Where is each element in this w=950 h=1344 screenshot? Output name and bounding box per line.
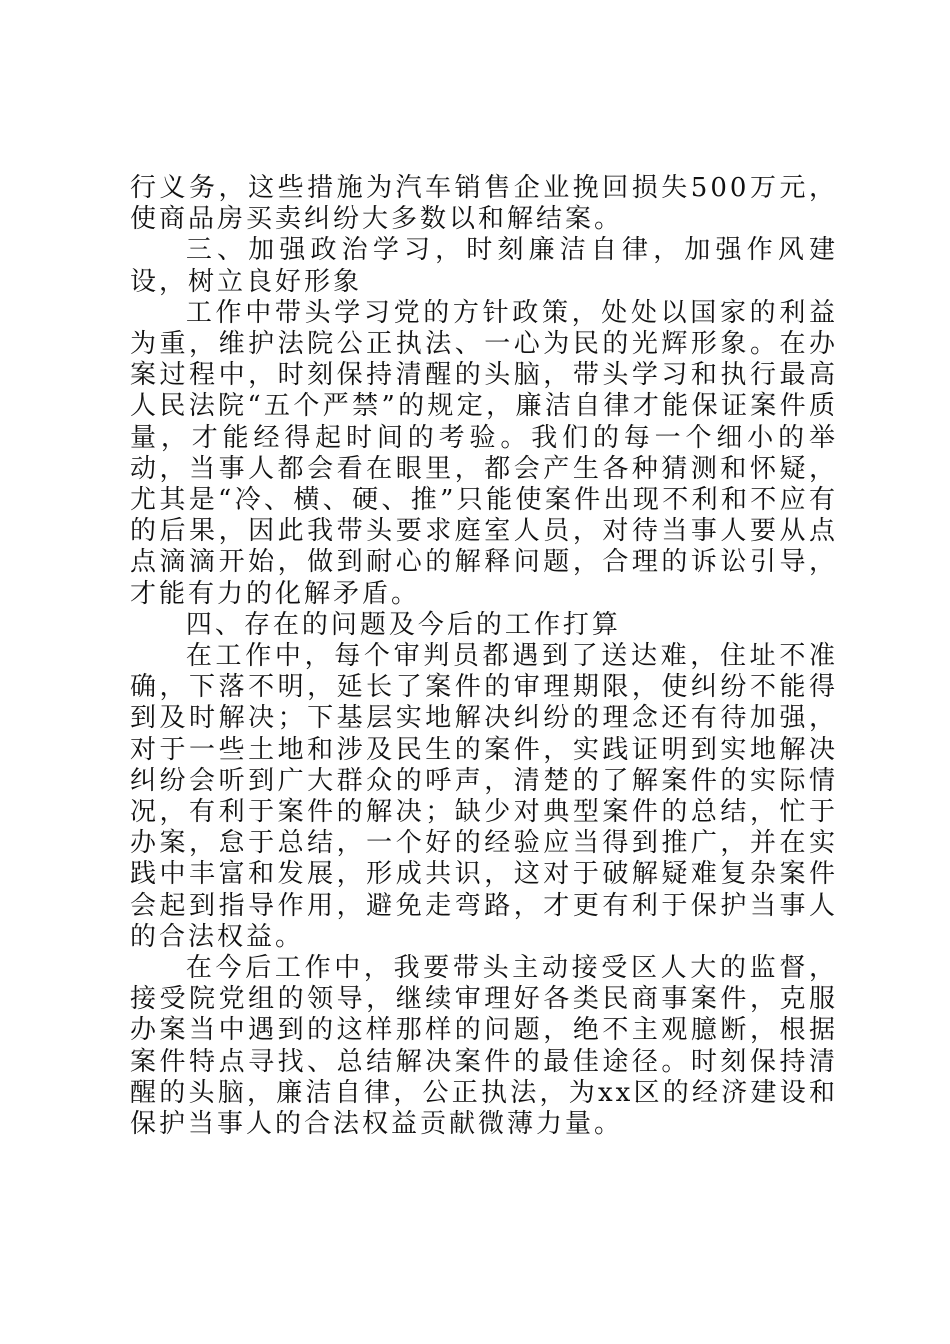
- section-heading-four: 四、存在的问题及今后的工作打算: [185, 609, 621, 640]
- paragraph-integrity: 工作中带头学习党的方针政策，处处以国家的利益为重，维护法院公正执法、一心为民的光辉形象。在办案过程中，时刻保持清醒的头脑，带头学习和执行最高人民法院“五个严禁”的规定，廉洁自律才能保证案件质量，才能经得起时间的考验。我们的每一个细小的举动，当事人都会看在眼里，都会产生各种猜测和怀疑，尤其是“冷、横、硬、推”只能使案件出现不利和不应有的后果，因此我带头要求庭室人员，对待当事人要从点点滴滴开始，做到耐心的解释问题，合理的诉讼引导，才能有力的化解矛盾。: [130, 297, 838, 609]
- paragraph-problems: 在工作中，每个审判员都遇到了送达难，住址不准确，下落不明，延长了案件的审理期限，使纠纷不能得到及时解决；下基层实地解决纠纷的理念还有待加强，对于一些土地和涉及民生的案件，实践证明到实地解决纠纷会听到广大群众的呼声，清楚的了解案件的实际情况，有利于案件的解决；缺少对典型案件的总结，忙于办案，怠于总结，一个好的经验应当得到推广，并在实践中丰富和发展，形成共识，这对于破解疑难复杂案件会起到指导作用，避免走弯路，才更有利于保护当事人的合法权益。: [130, 641, 838, 952]
- paragraph-future-plans: 在今后工作中，我要带头主动接受区人大的监督，接受院党组的领导，继续审理好各类民商事案件，克服办案当中遇到的这样那样的问题，绝不主观臆断，根据案件特点寻找、总结解决案件的最佳途径。时刻保持清醒的头脑，廉洁自律，公正执法，为xx区的经济建设和保护当事人的合法权益贡献微薄力量。: [130, 953, 838, 1140]
- section-heading-three: 三、加强政治学习，时刻廉洁自律，加强作风建设，树立良好形象: [130, 235, 838, 297]
- paragraph-continuation: 行义务，这些措施为汽车销售企业挽回损失500万元，使商品房买卖纠纷大多数以和解结案。: [130, 173, 838, 235]
- document-body: [130, 173, 838, 1140]
